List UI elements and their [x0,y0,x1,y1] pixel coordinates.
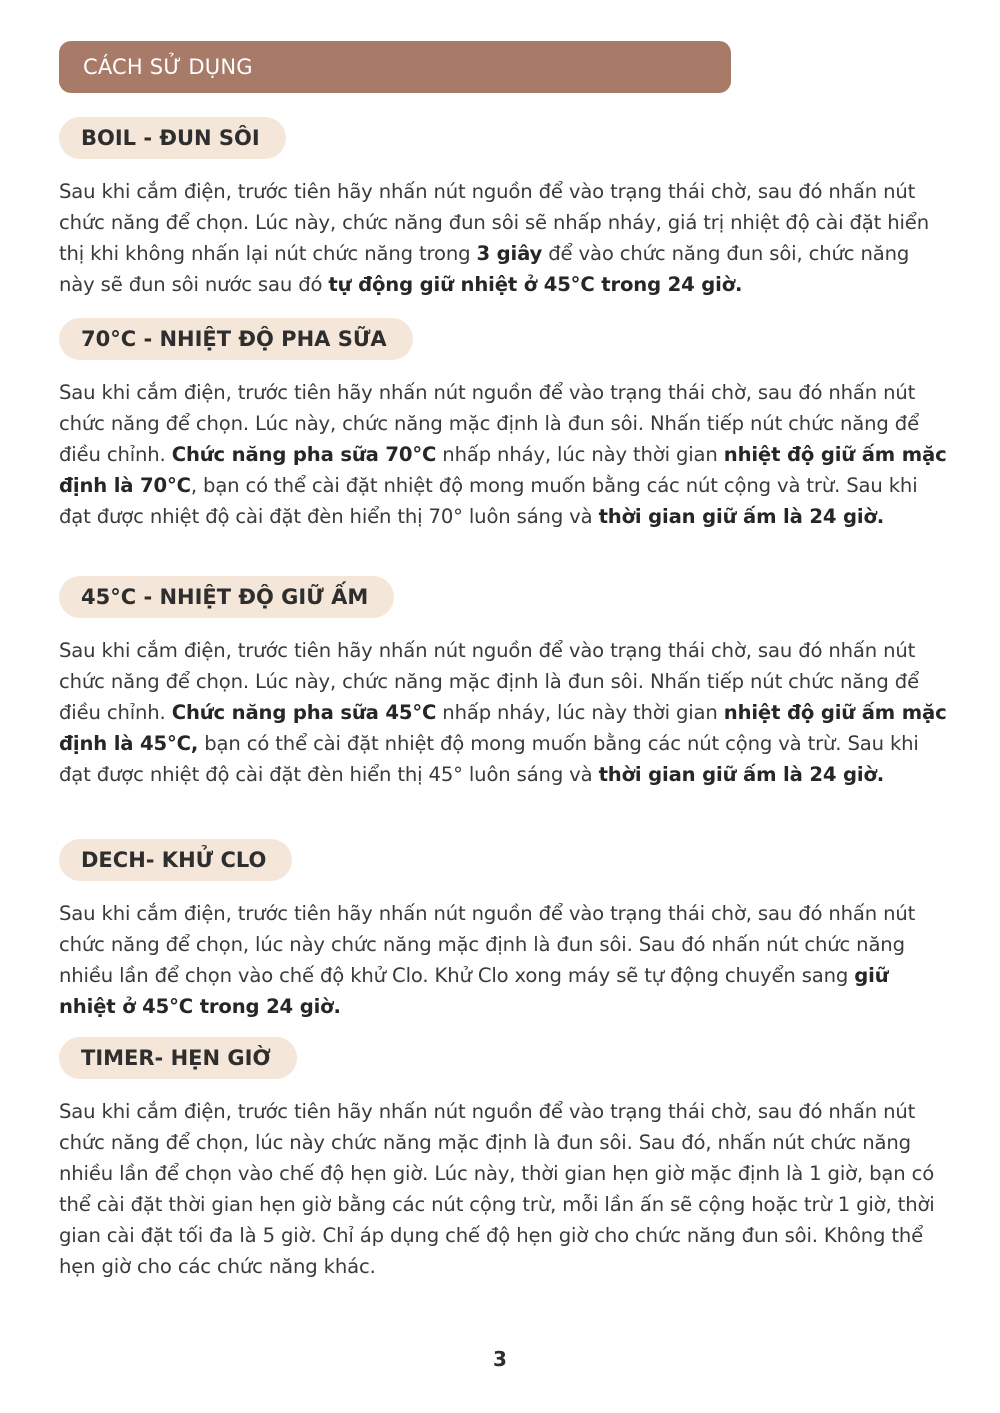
text-segment: để vào chức năng đun sôi, chức năng này sẽ đun sôi nước sau đó [59,242,910,296]
text-segment-bold: nhiệt độ giữ ấm mặc định là 45°C, [59,701,947,755]
text-segment-bold: 3 giây [476,242,543,265]
section-paragraph [59,377,949,532]
text-segment: , bạn có thể cài đặt nhiệt độ mong muốn bằng các nút cộng và trừ. Sau khi đạt được nhiệt độ cài đặt đèn hiển thị 70° luôn sáng và [59,474,918,528]
section-milk-70 [59,318,949,532]
section-heading: 70°C - NHIỆT ĐỘ PHA SỮA [59,318,413,360]
text-segment: Sau khi cắm điện, trước tiên hãy nhấn nút nguồn để vào trạng thái chờ, sau đó nhấn nút chức năng để chọn. Lúc này, chức năng đun sôi sẽ nhấp nháy, giá trị nhiệt độ cài đặt hiển thị khi không nhấn lại nút chức năng trong [59,180,929,265]
section-paragraph [59,898,949,1022]
text-segment: Sau khi cắm điện, trước tiên hãy nhấn nút nguồn để vào trạng thái chờ, sau đó nhấn nút chức năng để chọn. Lúc này, chức năng mặc định là đun sôi. Nhấn tiếp nút chức năng để điều chỉnh. [59,381,919,466]
section-dechlorinate [59,839,949,1022]
section-banner: CÁCH SỬ DỤNG [59,41,731,93]
text-segment: Sau khi cắm điện, trước tiên hãy nhấn nút nguồn để vào trạng thái chờ, sau đó nhấn nút chức năng để chọn, lúc này chức năng mặc định là đun sôi. Sau đó, nhấn nút chức năng nhiều lần để chọn vào chế độ hẹn giờ. Lúc này, thời gian hẹn giờ mặc định là 1 giờ, bạn có thể cài đặt thời gian hẹn giờ bằng các nút cộng trừ, mỗi lần ấn sẽ cộng hoặc trừ 1 giờ, thời gian cài đặt tối đa là 5 giờ. Chỉ áp dụng chế độ hẹn giờ cho chức năng đun sôi. Không thể hẹn giờ cho các chức năng khác. [59,1100,935,1278]
text-segment-bold: giữ nhiệt ở 45°C trong 24 giờ. [59,964,889,1018]
text-segment: nhấp nháy, lúc này thời gian [436,443,724,466]
text-segment: Sau khi cắm điện, trước tiên hãy nhấn nút nguồn để vào trạng thái chờ, sau đó nhấn nút chức năng để chọn, lúc này chức năng mặc định là đun sôi. Sau đó nhấn nút chức năng nhiều lần để chọn vào chế độ khử Clo. Khử Clo xong máy sẽ tự động chuyển sang [59,902,916,987]
section-paragraph [59,176,949,300]
text-segment: nhấp nháy, lúc này thời gian [436,701,724,724]
section-paragraph [59,1096,949,1282]
page-number: 3 [493,1347,507,1371]
text-segment-bold: Chức năng pha sữa 70°C [171,443,437,466]
text-segment: Sau khi cắm điện, trước tiên hãy nhấn nút nguồn để vào trạng thái chờ, sau đó nhấn nút chức năng để chọn. Lúc này, chức năng mặc định là đun sôi. Nhấn tiếp nút chức năng để điều chỉnh. [59,639,919,724]
section-timer [59,1037,949,1282]
section-heading: DECH- KHỬ CLO [59,839,292,881]
section-heading: BOIL - ĐUN SÔI [59,117,286,159]
section-heading: 45°C - NHIỆT ĐỘ GIỮ ẤM [59,576,394,618]
text-segment-bold: tự động giữ nhiệt ở 45°C trong 24 giờ. [328,273,743,296]
text-segment-bold: nhiệt độ giữ ấm mặc định là 70°C [59,443,947,497]
text-segment-bold: thời gian giữ ấm là 24 giờ. [598,763,885,786]
text-segment-bold: thời gian giữ ấm là 24 giờ. [598,505,885,528]
text-segment: bạn có thể cài đặt nhiệt độ mong muốn bằng các nút cộng và trừ. Sau khi đạt được nhiệt độ cài đặt đèn hiển thị 45° luôn sáng và [59,732,919,786]
section-boil [59,117,949,300]
text-segment-bold: Chức năng pha sữa 45°C [171,701,437,724]
section-paragraph [59,635,949,790]
section-warm-45 [59,576,949,790]
section-heading: TIMER- HẸN GIỜ [59,1037,297,1079]
